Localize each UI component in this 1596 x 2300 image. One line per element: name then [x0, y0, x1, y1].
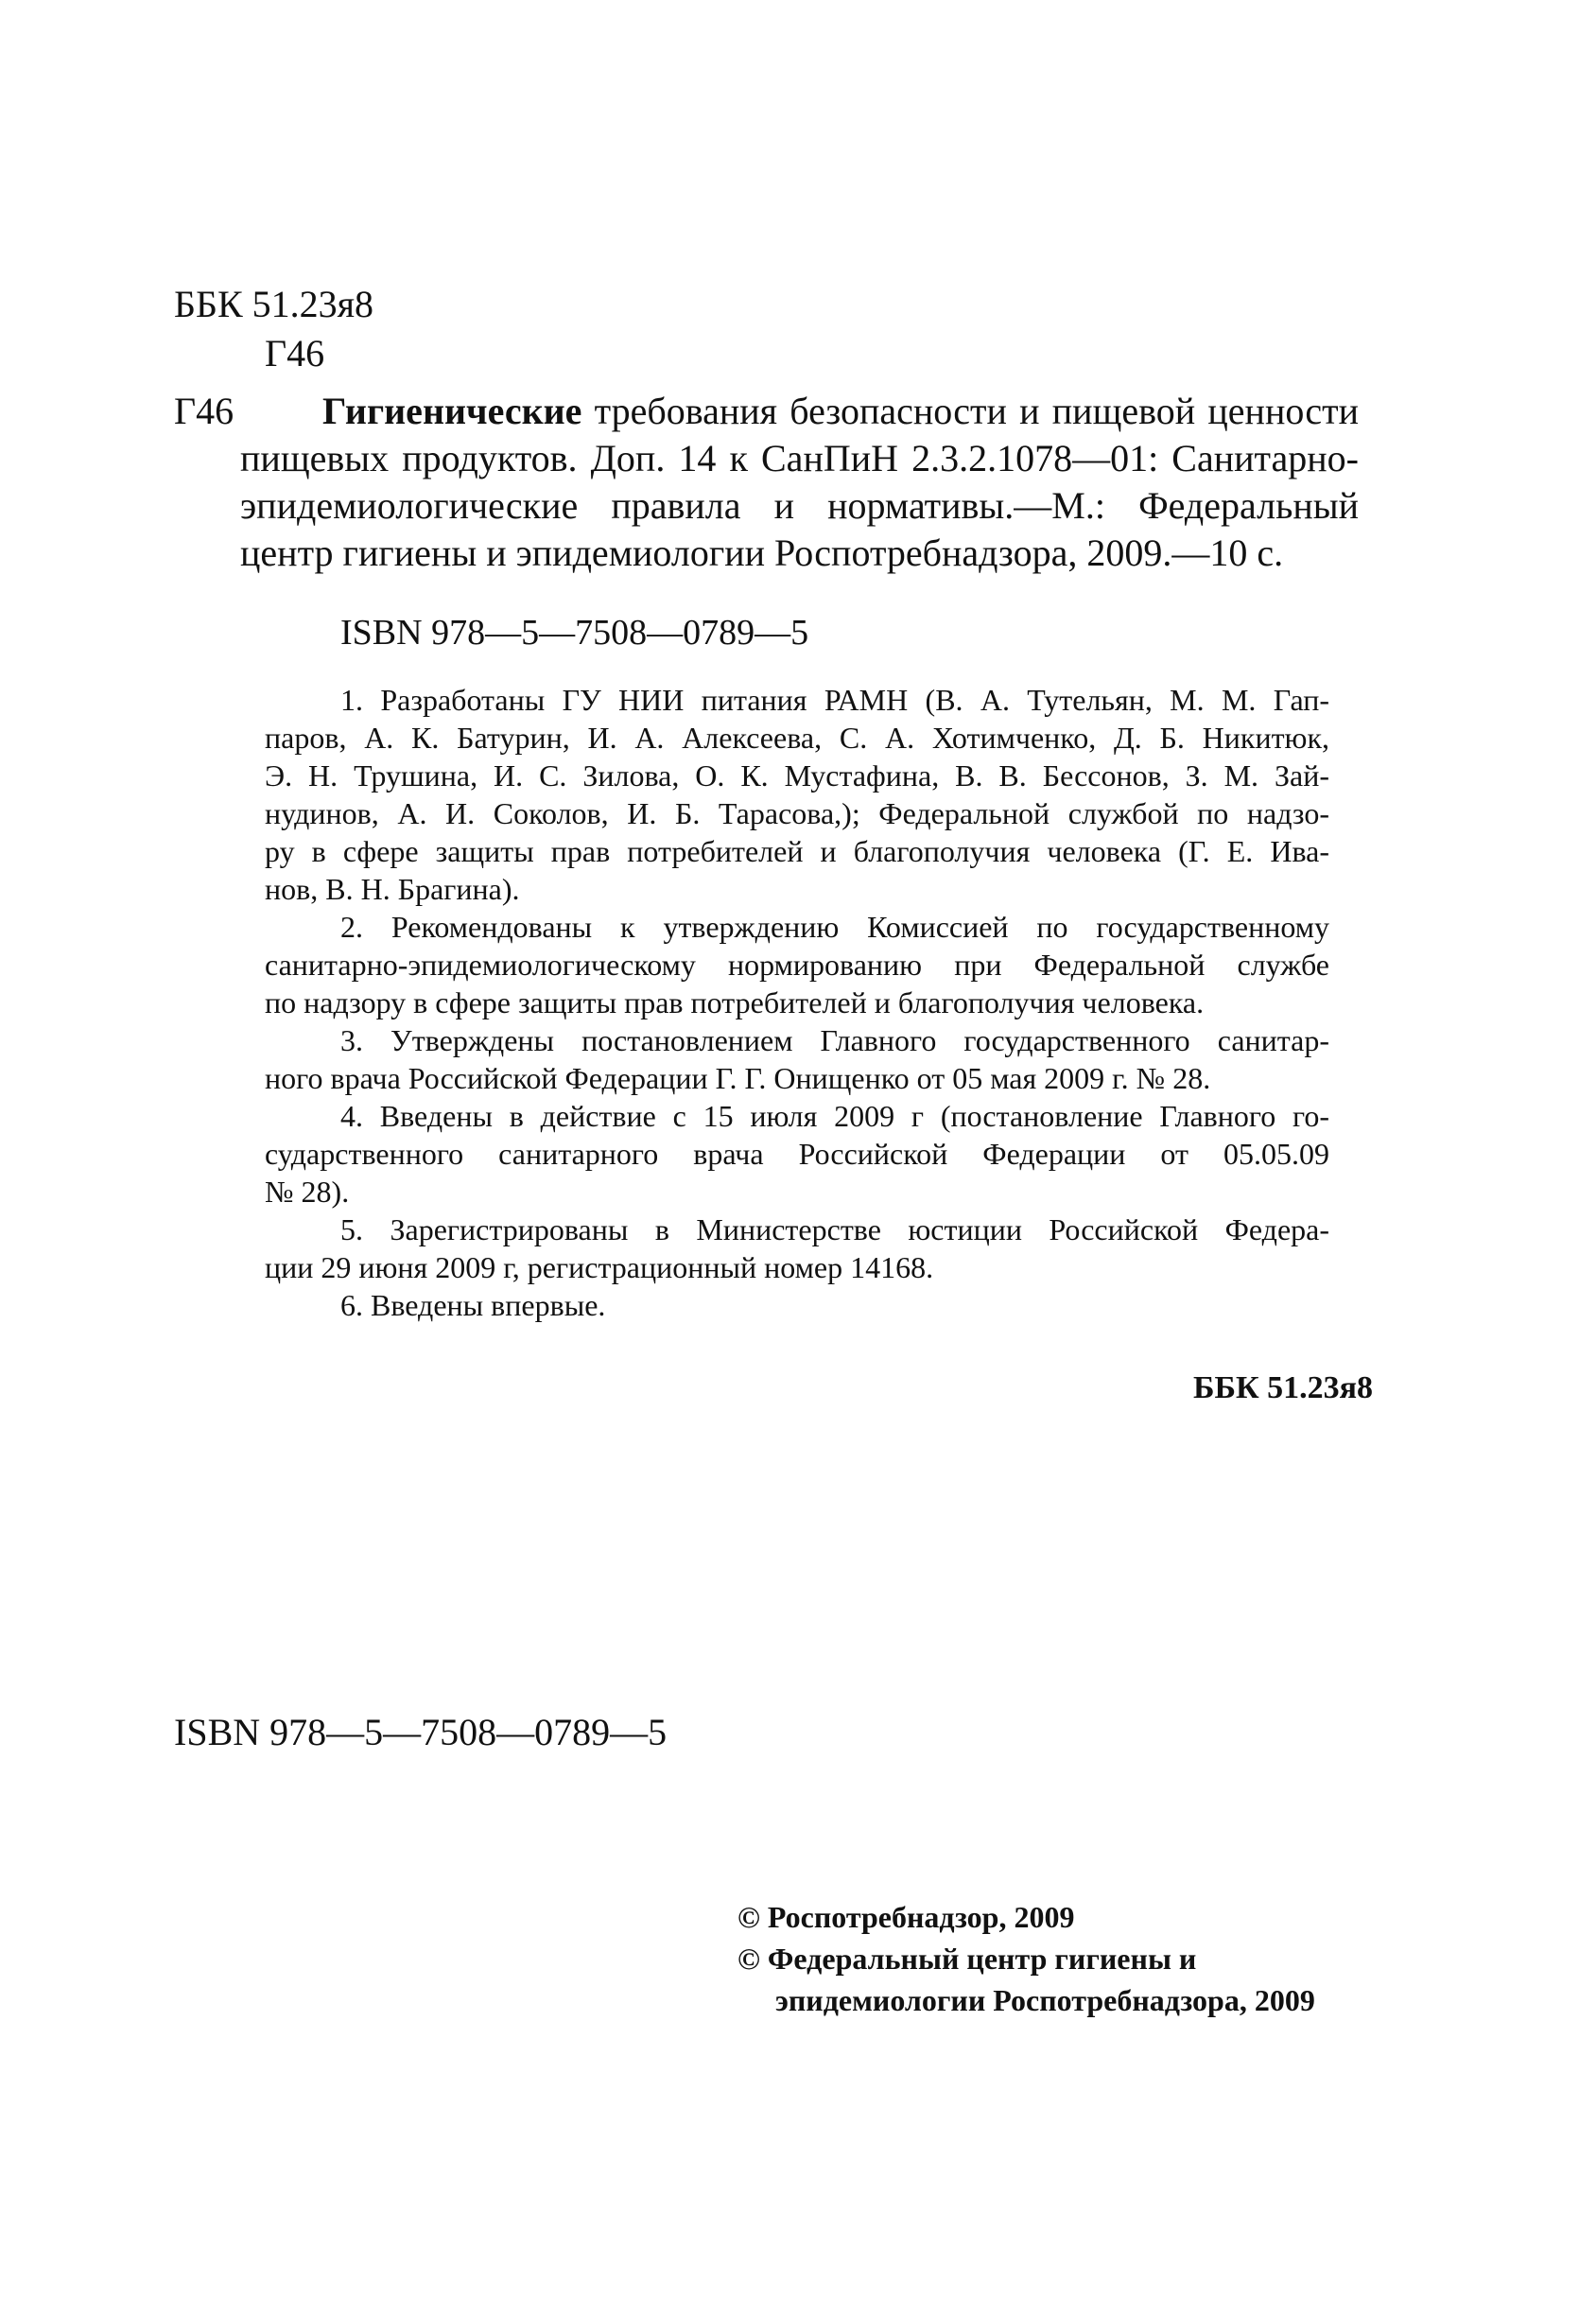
copyright-line: © Федеральный центр гигиены и — [737, 1942, 1197, 1976]
copyright-line: © Роспотребнадзор, 2009 — [737, 1900, 1075, 1934]
entry-line-2: пищевых продуктов. Доп. 14 к СанПиН 2.3.2.1078—01: Санитарно- — [240, 437, 1359, 479]
copyright-block — [737, 1896, 1315, 2021]
note-line: нов, В. Н. Брагина). — [265, 872, 520, 906]
note-line: ции 29 июня 2009 г, регистрационный номер 14168. — [265, 1250, 934, 1284]
bibliographic-entry — [240, 388, 1359, 577]
publication-notes — [265, 681, 1329, 1324]
note-line: нудинов, А. И. Соколов, И. Б. Тарасова,); Федеральной службой по надзо- — [265, 796, 1329, 830]
entry-title-bold: Гигиенические — [322, 390, 582, 432]
note-line: 4. Введены в действие с 15 июля 2009 г (постановление Главного го- — [340, 1099, 1329, 1133]
note-line: 5. Зарегистрированы в Министерстве юстиции Российской Федера- — [340, 1212, 1329, 1246]
note-line: 2. Рекомендованы к утверждению Комиссией по государственному — [340, 910, 1329, 944]
note-line: санитарно-эпидемиологическому нормированию при Федеральной службе — [265, 948, 1329, 982]
entry-line-1-text: требования безопасности и пищевой ценности — [594, 390, 1359, 432]
note-line: 1. Разработаны ГУ НИИ питания РАМН (В. А. Тутельян, М. М. Гап- — [340, 683, 1329, 717]
note-line: по надзору в сфере защиты прав потребителей и благополучия человека. — [265, 985, 1205, 1019]
note-line: Э. Н. Трушина, И. С. Зилова, О. К. Мустафина, В. В. Бессонов, З. М. Зай- — [265, 758, 1329, 793]
bbk-code-bottom: ББК 51.23я8 — [1193, 1370, 1374, 1405]
note-line: ного врача Российской Федерации Г. Г. Онищенко от 05 мая 2009 г. № 28. — [265, 1061, 1211, 1095]
isbn-bottom: ISBN 978—5—7508—0789—5 — [174, 1711, 668, 1753]
bbk-header — [174, 280, 373, 378]
copyright-line: эпидемиологии Роспотребнадзора, 2009 — [775, 1983, 1315, 2017]
note-line: № 28). — [265, 1175, 350, 1209]
note-line: сударственного санитарного врача Российской Федерации от 05.05.09 — [265, 1137, 1329, 1171]
entry-line-3: эпидемиологические правила и нормативы.—М.: Федеральный — [240, 484, 1359, 527]
note-line: 6. Введены впервые. — [340, 1288, 606, 1322]
bbk-code: ББК 51.23я8 — [174, 283, 374, 325]
isbn-line: ISBN 978—5—7508—0789—5 — [340, 613, 809, 653]
author-mark: Г46 — [265, 332, 325, 375]
note-line: ру в сфере защиты прав потребителей и благополучия человека (Г. Е. Ива- — [265, 834, 1329, 868]
entry-line-1 — [240, 388, 1359, 435]
note-line: 3. Утверждены постановлением Главного государственного санитар- — [340, 1023, 1329, 1057]
entry-line-4: центр гигиены и эпидемиологии Роспотребнадзора, 2009.—10 с. — [240, 531, 1284, 574]
note-line: паров, А. К. Батурин, И. А. Алексеева, С. А. Хотимченко, Д. Б. Никитюк, — [265, 721, 1329, 755]
entry-author-mark: Г46 — [174, 390, 234, 432]
